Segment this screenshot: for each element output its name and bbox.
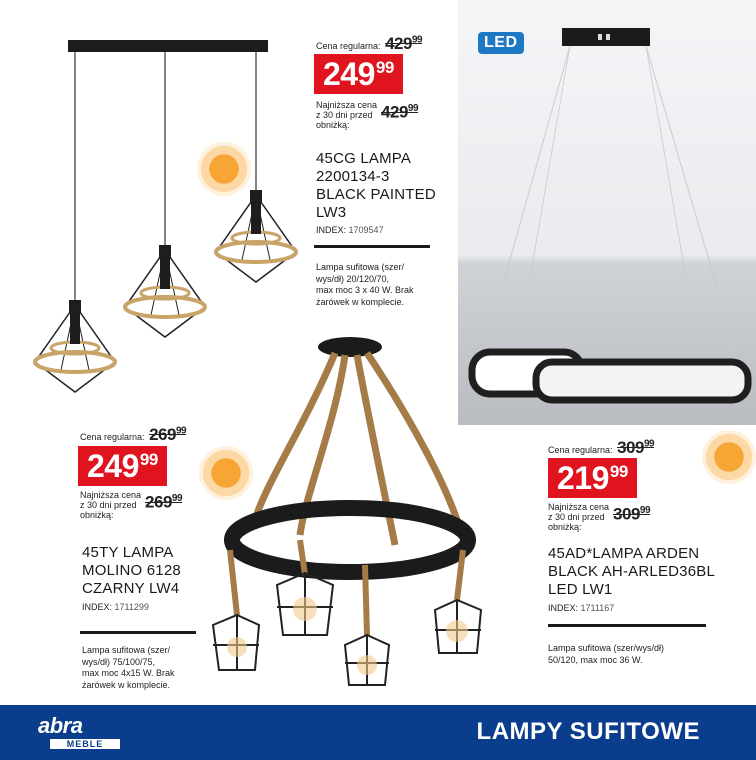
footer-bar [0, 705, 756, 760]
brand-sub: MEBLE [50, 739, 120, 749]
section-title: LAMPY SUFITOWE [476, 718, 700, 745]
sale-price-45ad: $219^{99}$ [548, 458, 637, 498]
regular-price-value: $269^{99}$ [149, 425, 187, 444]
color-dot-orange [199, 446, 253, 500]
sale-price-45cg: $249^{99}$ [314, 54, 403, 94]
color-dot-orange [702, 430, 756, 484]
lowest-price-45cg: Najniższa cena z 30 dni przed obniżką: $429^{99}$ [316, 100, 419, 130]
divider-45cg [314, 245, 430, 248]
color-dot-orange [197, 142, 251, 196]
product-title-45ad: 45AD*LAMPA ARDEN BLACK AH-ARLED36BL LED LW1 [548, 545, 716, 598]
divider-45ty [80, 631, 196, 634]
regular-price-45ad: Cena regularna: $309^{99}$ [548, 438, 655, 457]
sale-price-45ty: $249^{99}$ [78, 446, 167, 486]
regular-price-value: $309^{99}$ [617, 438, 655, 457]
product-image-45ty [195, 335, 515, 705]
regular-price-value: $429^{99}$ [385, 34, 423, 53]
lowest-price-45ty: Najniższa cena z 30 dni przed obniżką: $269^{99}$ [80, 490, 183, 520]
regular-price-45ty: Cena regularna: $269^{99}$ [80, 425, 187, 444]
product-title-45ty: 45TY LAMPA MOLINO 6128 CZARNY LW4 [82, 544, 181, 597]
regular-price-label: Cena regularna: [316, 41, 381, 51]
product-desc-45ty: Lampa sufitowa (szer/ wys/dł) 75/100/75, max moc 4x15 W. Brak żarówek w komplecie. [82, 645, 175, 690]
product-desc-45ad: Lampa sufitowa (szer/wys/dł) 50/120, max moc 36 W. [548, 643, 665, 665]
lowest-price-value: $269^{99}$ [145, 493, 183, 512]
product-index-45cg: INDEX: 1709547 [316, 225, 384, 235]
product-title-45cg: 45CG LAMPA 2200134-3 BLACK PAINTED LW3 [316, 150, 436, 221]
lowest-price-45ad: Najniższa cena z 30 dni przed obniżką: $309^{99}$ [548, 502, 651, 532]
product-desc-45cg: Lampa sufitowa (szer/ wys/dł) 20/120/70, max moc 3 x 40 W. Brak żarówek w komplecie. [316, 262, 414, 307]
product-index-45ad: INDEX: 1711167 [548, 603, 615, 613]
divider-45ad [548, 624, 706, 627]
abra-logo [38, 715, 120, 749]
brand-name: abra [38, 713, 83, 738]
led-badge: LED [478, 32, 524, 54]
lowest-price-value: $429^{99}$ [381, 103, 419, 122]
lowest-price-value: $309^{99}$ [613, 505, 651, 524]
product-index-45ty: INDEX: 1711299 [82, 602, 149, 612]
regular-price-45cg [316, 34, 422, 54]
